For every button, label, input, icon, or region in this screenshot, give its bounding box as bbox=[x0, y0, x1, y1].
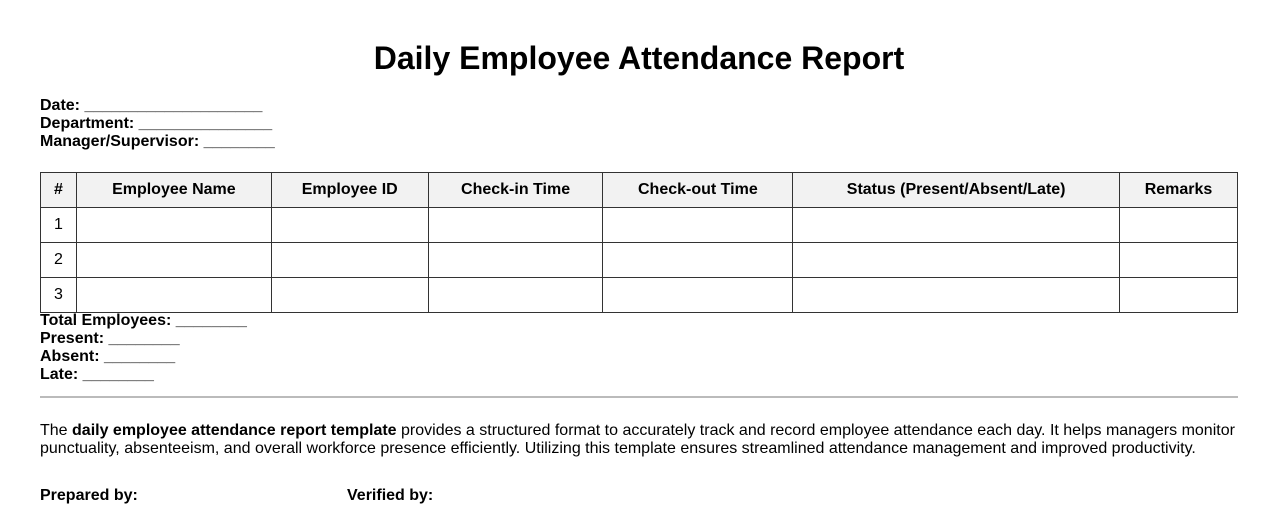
present-field[interactable]: Present: ________ bbox=[40, 330, 180, 347]
check-in-cell[interactable] bbox=[428, 278, 603, 313]
remarks-cell[interactable] bbox=[1120, 278, 1238, 313]
total-employees-field[interactable]: Total Employees: ________ bbox=[40, 312, 247, 329]
employee-name-cell[interactable] bbox=[76, 243, 271, 278]
status-cell[interactable] bbox=[793, 278, 1120, 313]
col-header-number: # bbox=[41, 173, 77, 208]
employee-id-cell[interactable] bbox=[271, 243, 428, 278]
table-row bbox=[41, 243, 1238, 278]
status-cell[interactable] bbox=[793, 208, 1120, 243]
description-suffix: provides a structured format to accurately track and record employee attendance each day. It helps managers monitor punctuality, absenteeism, and overall workforce presence efficiently. Utilizing this template ensures streamlined attendance management and improved productivity. bbox=[40, 422, 1235, 457]
remarks-cell[interactable] bbox=[1120, 243, 1238, 278]
table-row bbox=[41, 208, 1238, 243]
late-field[interactable]: Late: ________ bbox=[40, 366, 154, 383]
row-number: 3 bbox=[41, 278, 77, 313]
col-header-employee-id: Employee ID bbox=[271, 173, 428, 208]
table-row bbox=[41, 278, 1238, 313]
description-bold: daily employee attendance report template bbox=[72, 422, 397, 439]
verified-by-label: Verified by: bbox=[347, 487, 434, 504]
check-in-cell[interactable] bbox=[428, 243, 603, 278]
check-out-cell[interactable] bbox=[603, 243, 793, 278]
attendance-summary bbox=[40, 312, 247, 384]
col-header-check-in: Check-in Time bbox=[428, 173, 603, 208]
check-out-cell[interactable] bbox=[603, 278, 793, 313]
employee-id-cell[interactable] bbox=[271, 208, 428, 243]
table-header-row bbox=[41, 173, 1238, 208]
date-field[interactable]: Date: ____________________ bbox=[40, 97, 263, 114]
employee-name-cell[interactable] bbox=[76, 208, 271, 243]
description-prefix: The bbox=[40, 422, 73, 439]
page-title: Daily Employee Attendance Report bbox=[373, 40, 905, 76]
col-header-employee-name: Employee Name bbox=[76, 173, 271, 208]
check-in-cell[interactable] bbox=[428, 208, 603, 243]
col-header-remarks: Remarks bbox=[1120, 173, 1238, 208]
status-cell[interactable] bbox=[793, 243, 1120, 278]
manager-field[interactable]: Manager/Supervisor: ________ bbox=[40, 133, 275, 150]
section-divider bbox=[40, 396, 1238, 398]
row-number: 2 bbox=[41, 243, 77, 278]
absent-field[interactable]: Absent: ________ bbox=[40, 348, 176, 365]
employee-name-cell[interactable] bbox=[76, 278, 271, 313]
attendance-table bbox=[40, 172, 1238, 313]
employee-id-cell[interactable] bbox=[271, 278, 428, 313]
department-field[interactable]: Department: _______________ bbox=[40, 115, 273, 132]
remarks-cell[interactable] bbox=[1120, 208, 1238, 243]
template-description bbox=[40, 422, 1238, 458]
report-meta bbox=[40, 97, 275, 151]
check-out-cell[interactable] bbox=[603, 208, 793, 243]
row-number: 1 bbox=[41, 208, 77, 243]
col-header-status: Status (Present/Absent/Late) bbox=[793, 173, 1120, 208]
col-header-check-out: Check-out Time bbox=[603, 173, 793, 208]
prepared-by-label: Prepared by: bbox=[40, 487, 138, 504]
